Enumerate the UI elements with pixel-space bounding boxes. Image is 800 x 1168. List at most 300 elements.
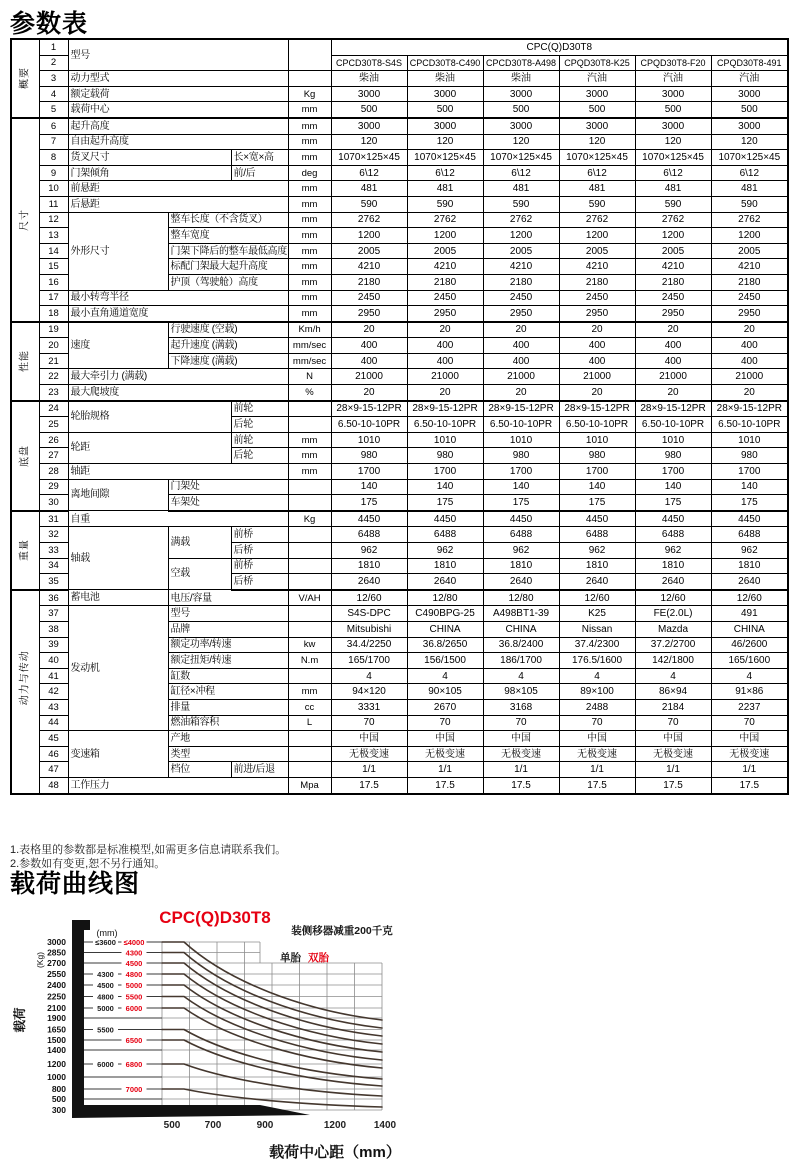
y-tick-label: 2400 (47, 980, 66, 990)
param-label: 自重 (68, 511, 288, 527)
row-number-cell: 11 (39, 196, 68, 212)
value-cell: 2450 (407, 290, 483, 306)
value-cell: 1/1 (711, 762, 788, 778)
x-tick-label: 700 (204, 1120, 222, 1131)
value-cell: 481 (407, 181, 483, 197)
value-cell: 2488 (559, 699, 635, 715)
unit-cell: Kg (288, 86, 331, 102)
value-cell: 3000 (635, 86, 711, 102)
value-cell: 37.4/2300 (559, 637, 635, 653)
value-cell: 400 (407, 338, 483, 354)
value-cell: 无极变速 (483, 746, 559, 762)
value-cell: 2180 (483, 274, 559, 290)
spec-row (11, 590, 788, 606)
value-cell: 70 (711, 715, 788, 731)
value-cell: 3168 (483, 699, 559, 715)
param-label: 轮胎规格 (68, 401, 231, 433)
row-number-cell: 36 (39, 590, 68, 606)
param-label: 前悬距 (68, 181, 288, 197)
spec-row (11, 181, 788, 197)
mast-label-double: 5500 (125, 992, 143, 1002)
value-cell: 20 (559, 322, 635, 338)
value-cell: 28×9-15-12PR (407, 401, 483, 417)
value-cell: 2762 (483, 212, 559, 228)
param-label: 前/后 (231, 165, 288, 181)
value-cell: 6\12 (559, 165, 635, 181)
value-cell: 柴油 (331, 71, 407, 87)
value-cell: 1810 (407, 558, 483, 574)
value-cell: 4 (711, 668, 788, 684)
unit-cell: mm (288, 196, 331, 212)
param-label: 离地间隙 (68, 479, 168, 511)
param-label: 变速箱 (68, 731, 168, 778)
value-cell: 20 (483, 385, 559, 401)
mast-label-double: 6800 (125, 1060, 143, 1069)
value-cell: 3331 (331, 699, 407, 715)
y-tick-label: 1900 (47, 1013, 66, 1023)
load-chart (12, 896, 452, 1168)
param-label: 型号 (68, 39, 288, 71)
value-cell: K25 (559, 606, 635, 622)
value-cell: 175 (407, 495, 483, 511)
value-cell: 2950 (483, 306, 559, 322)
unit-cell: mm (288, 464, 331, 480)
value-cell: 1700 (635, 464, 711, 480)
value-cell: 3000 (407, 86, 483, 102)
value-cell: 962 (331, 543, 407, 559)
param-label: 起升速度 (满载) (168, 338, 288, 354)
value-cell: 21000 (711, 369, 788, 385)
mast-label-single: 4500 (97, 981, 114, 990)
value-cell: 6488 (635, 527, 711, 543)
unit-cell: cc (288, 699, 331, 715)
value-cell: 3000 (711, 118, 788, 134)
value-cell: 980 (331, 448, 407, 464)
value-cell: 980 (559, 448, 635, 464)
value-cell: S4S-DPC (331, 606, 407, 622)
unit-cell: mm/sec (288, 338, 331, 354)
value-cell: 2005 (407, 243, 483, 259)
value-cell: 400 (559, 338, 635, 354)
value-cell: 1810 (559, 558, 635, 574)
param-label: 货叉尺寸 (68, 150, 231, 166)
value-cell: 2180 (559, 274, 635, 290)
unit-cell: mm (288, 181, 331, 197)
value-cell: Mitsubishi (331, 621, 407, 637)
value-cell: CHINA (407, 621, 483, 637)
value-cell: 20 (331, 322, 407, 338)
param-label: 门架处 (168, 479, 288, 495)
param-label: 发动机 (68, 606, 168, 731)
value-cell: 6488 (559, 527, 635, 543)
value-cell: 17.5 (407, 777, 483, 793)
value-cell: 590 (407, 196, 483, 212)
unit-cell: N (288, 369, 331, 385)
unit-cell: mm (288, 118, 331, 134)
value-cell: 2762 (331, 212, 407, 228)
model-name-cell: CPCD30T8-C490 (407, 55, 483, 71)
row-number-cell: 40 (39, 653, 68, 669)
value-cell: 500 (559, 102, 635, 118)
param-label: 空载 (168, 558, 231, 590)
unit-cell: mm (288, 212, 331, 228)
param-label: 前轮 (231, 432, 288, 448)
value-cell: 400 (711, 353, 788, 369)
value-cell: 590 (635, 196, 711, 212)
row-number-cell: 48 (39, 777, 68, 793)
value-cell: 500 (407, 102, 483, 118)
row-number-cell: 14 (39, 243, 68, 259)
value-cell: 2237 (711, 699, 788, 715)
row-number-cell: 46 (39, 746, 68, 762)
y-tick-label: 1400 (47, 1045, 66, 1055)
unit-cell: L (288, 715, 331, 731)
value-cell: 12/60 (559, 590, 635, 606)
unit-cell (288, 527, 331, 543)
row-group-label-text: 重量 (19, 539, 31, 562)
unit-cell: mm (288, 274, 331, 290)
unit-cell (288, 668, 331, 684)
row-number-cell: 3 (39, 71, 68, 87)
mast-label-single: 5000 (97, 1004, 114, 1013)
param-label: 整车长度（不含货叉） (168, 212, 288, 228)
spec-row (11, 118, 788, 134)
value-cell: 3000 (635, 118, 711, 134)
value-cell: 400 (711, 338, 788, 354)
param-label: 最大牵引力 (满载) (68, 369, 288, 385)
value-cell: 70 (483, 715, 559, 731)
unit-cell (288, 621, 331, 637)
value-cell: 2005 (635, 243, 711, 259)
param-label: 缸数 (168, 668, 288, 684)
mast-col-header: (mm) (96, 928, 118, 938)
value-cell: 1700 (559, 464, 635, 480)
value-cell: 4210 (635, 259, 711, 275)
value-cell: 6488 (331, 527, 407, 543)
spec-row (11, 39, 788, 55)
value-cell: 980 (483, 448, 559, 464)
param-label: 轴载 (68, 527, 168, 590)
spec-row (11, 71, 788, 87)
value-cell: 2950 (559, 306, 635, 322)
value-cell: 1070×125×45 (711, 150, 788, 166)
value-cell: 2450 (483, 290, 559, 306)
unit-cell (288, 762, 331, 778)
unit-cell: mm (288, 290, 331, 306)
x-tick-label: 900 (256, 1120, 274, 1131)
legend-single: 单胎 (280, 952, 301, 964)
row-number-cell: 9 (39, 165, 68, 181)
row-number-cell: 43 (39, 699, 68, 715)
mast-label-double: 6500 (125, 1036, 143, 1045)
param-label: 排量 (168, 699, 288, 715)
unit-cell: mm (288, 684, 331, 700)
row-group-label (11, 511, 39, 590)
value-cell: 20 (407, 322, 483, 338)
value-cell: 1700 (483, 464, 559, 480)
value-cell: 4210 (407, 259, 483, 275)
value-cell: 2640 (407, 574, 483, 590)
value-cell: 140 (331, 479, 407, 495)
value-cell: 2450 (711, 290, 788, 306)
unit-cell (288, 479, 331, 495)
value-cell: 2640 (711, 574, 788, 590)
value-cell: 1010 (711, 432, 788, 448)
value-cell: C490BPG-25 (407, 606, 483, 622)
unit-cell: mm/sec (288, 353, 331, 369)
value-cell: 590 (559, 196, 635, 212)
param-label: 长×宽×高 (231, 150, 288, 166)
value-cell: 481 (711, 181, 788, 197)
value-cell: 6488 (407, 527, 483, 543)
value-cell: 6\12 (635, 165, 711, 181)
value-cell: 2005 (559, 243, 635, 259)
value-cell: 2450 (635, 290, 711, 306)
spec-table (10, 38, 789, 795)
value-cell: 无极变速 (711, 746, 788, 762)
param-label: 外形尺寸 (68, 212, 168, 290)
row-group-label-text: 动力与传动 (19, 649, 31, 705)
value-cell: 1010 (331, 432, 407, 448)
value-cell: 20 (711, 322, 788, 338)
value-cell: 12/80 (407, 590, 483, 606)
value-cell: 140 (559, 479, 635, 495)
value-cell: 21000 (407, 369, 483, 385)
y-tick-label: 2850 (47, 947, 66, 958)
value-cell: 70 (407, 715, 483, 731)
param-label: 前进/后退 (231, 762, 288, 778)
value-cell: 140 (635, 479, 711, 495)
value-cell: 汽油 (559, 71, 635, 87)
x-axis-label: 载荷中心距（mm） (269, 1144, 401, 1161)
value-cell: 89×100 (559, 684, 635, 700)
spec-row (11, 102, 788, 118)
y-tick-label: 3000 (47, 937, 66, 947)
chart-section-title: 载荷曲线图 (10, 870, 141, 898)
value-cell: 2640 (559, 574, 635, 590)
value-cell: 6\12 (407, 165, 483, 181)
param-label: 护顶（驾驶舱）高度 (168, 274, 288, 290)
value-cell: 柴油 (407, 71, 483, 87)
value-cell: 98×105 (483, 684, 559, 700)
value-cell: 6\12 (483, 165, 559, 181)
spec-row (11, 290, 788, 306)
unit-cell: mm (288, 259, 331, 275)
value-cell: 4210 (711, 259, 788, 275)
value-cell: 17.5 (559, 777, 635, 793)
value-cell: 500 (635, 102, 711, 118)
spec-row (11, 777, 788, 793)
value-cell: 4210 (559, 259, 635, 275)
value-cell: 70 (331, 715, 407, 731)
value-cell: 46/2600 (711, 637, 788, 653)
param-label: 档位 (168, 762, 231, 778)
param-label: 前轮 (231, 401, 288, 417)
value-cell: 1810 (483, 558, 559, 574)
value-cell: 17.5 (635, 777, 711, 793)
row-group-label (11, 401, 39, 511)
value-cell: 36.8/2400 (483, 637, 559, 653)
value-cell: 20 (635, 322, 711, 338)
row-number-cell: 32 (39, 527, 68, 543)
param-label: 额定载荷 (68, 86, 288, 102)
value-cell: Nissan (559, 621, 635, 637)
value-cell: 400 (635, 353, 711, 369)
param-label: 门架倾角 (68, 165, 231, 181)
value-cell: 2950 (331, 306, 407, 322)
unit-cell (288, 606, 331, 622)
value-cell: 142/1800 (635, 653, 711, 669)
value-cell: 6.50-10-10PR (559, 417, 635, 433)
spec-row (11, 369, 788, 385)
param-label: 下降速度 (满载) (168, 353, 288, 369)
unit-cell (288, 495, 331, 511)
value-cell: 中国 (711, 731, 788, 747)
value-cell: 20 (559, 385, 635, 401)
value-cell: 4 (483, 668, 559, 684)
model-name-cell: CPCD30T8-S4S (331, 55, 407, 71)
value-cell: 1070×125×45 (635, 150, 711, 166)
mast-label-double: ≤4000 (123, 938, 145, 947)
row-number-cell: 26 (39, 432, 68, 448)
row-number-cell: 42 (39, 684, 68, 700)
value-cell: 4210 (331, 259, 407, 275)
model-name-cell: CPQD30T8-F20 (635, 55, 711, 71)
spec-row (11, 432, 788, 448)
chart-note: 装侧移器减重200千克 (291, 925, 393, 937)
row-number-cell: 23 (39, 385, 68, 401)
value-cell: 962 (483, 543, 559, 559)
value-cell: 28×9-15-12PR (635, 401, 711, 417)
unit-cell: Km/h (288, 322, 331, 338)
value-cell: 3000 (559, 118, 635, 134)
param-label: 额定功率/转速 (168, 637, 288, 653)
row-group-label (11, 322, 39, 401)
param-label: 标配门架最大起升高度 (168, 259, 288, 275)
mast-label-double: 6000 (125, 1004, 143, 1013)
spec-row (11, 322, 788, 338)
param-label: 最小直角通道宽度 (68, 306, 288, 322)
spec-row (11, 196, 788, 212)
spec-row (11, 150, 788, 166)
value-cell: 1070×125×45 (559, 150, 635, 166)
value-cell: 140 (711, 479, 788, 495)
value-cell: 481 (483, 181, 559, 197)
value-cell: 34.4/2250 (331, 637, 407, 653)
value-cell: A498BT1-39 (483, 606, 559, 622)
row-number-cell: 31 (39, 511, 68, 527)
value-cell: 4450 (635, 511, 711, 527)
param-label: 轴距 (68, 464, 288, 480)
value-cell: 3000 (331, 118, 407, 134)
value-cell: 2005 (711, 243, 788, 259)
value-cell: 6.50-10-10PR (331, 417, 407, 433)
value-cell: 1200 (711, 228, 788, 244)
value-cell: 90×105 (407, 684, 483, 700)
value-cell: 1700 (711, 464, 788, 480)
unit-cell (288, 401, 331, 417)
y-tick-label: 800 (51, 1084, 66, 1094)
value-cell: 中国 (483, 731, 559, 747)
value-cell: 175 (559, 495, 635, 511)
value-cell: 1070×125×45 (331, 150, 407, 166)
param-label: 行驶速度 (空载) (168, 322, 288, 338)
unit-cell (288, 39, 331, 71)
value-cell: 2180 (407, 274, 483, 290)
row-number-cell: 45 (39, 731, 68, 747)
page-title: 参数表 (10, 10, 89, 38)
value-cell: 2762 (711, 212, 788, 228)
value-cell: 2950 (407, 306, 483, 322)
value-cell: 3000 (483, 86, 559, 102)
value-cell: 1200 (635, 228, 711, 244)
value-cell: 4 (407, 668, 483, 684)
unit-cell: Mpa (288, 777, 331, 793)
value-cell: 12/60 (711, 590, 788, 606)
value-cell: 1810 (711, 558, 788, 574)
param-label: 额定扭矩/转速 (168, 653, 288, 669)
y-tick-label: 2550 (47, 969, 66, 979)
row-number-cell: 15 (39, 259, 68, 275)
value-cell: 1070×125×45 (407, 150, 483, 166)
value-cell: 120 (483, 134, 559, 150)
value-cell: 186/1700 (483, 653, 559, 669)
value-cell: 91×86 (711, 684, 788, 700)
mast-label-single: 5500 (97, 1025, 114, 1035)
value-cell: 20 (635, 385, 711, 401)
spec-row (11, 479, 788, 495)
mast-label-single: 4800 (97, 992, 114, 1002)
row-number-cell: 35 (39, 574, 68, 590)
value-cell: 962 (407, 543, 483, 559)
row-number-cell: 29 (39, 479, 68, 495)
value-cell: 2762 (559, 212, 635, 228)
mast-label-single: ≤3600 (95, 938, 116, 947)
unit-cell: N.m (288, 653, 331, 669)
value-cell: 4450 (407, 511, 483, 527)
param-label: 后桥 (231, 543, 288, 559)
value-cell: 481 (559, 181, 635, 197)
value-cell: 156/1500 (407, 653, 483, 669)
value-cell: 21000 (635, 369, 711, 385)
y-axis-unit: (Kg) (35, 951, 45, 969)
value-cell: 6488 (711, 527, 788, 543)
value-cell: 94×120 (331, 684, 407, 700)
value-cell: 6.50-10-10PR (407, 417, 483, 433)
value-cell: 175 (331, 495, 407, 511)
value-cell: 1200 (559, 228, 635, 244)
unit-cell: deg (288, 165, 331, 181)
row-number-cell: 39 (39, 637, 68, 653)
row-group-label (11, 39, 39, 118)
value-cell: 2640 (331, 574, 407, 590)
value-cell: 980 (407, 448, 483, 464)
value-cell: 6488 (483, 527, 559, 543)
value-cell: 无极变速 (635, 746, 711, 762)
value-cell: 中国 (331, 731, 407, 747)
note-line-2: 2.参数如有变更,恕不另行通知。 (10, 858, 166, 870)
row-number-cell: 30 (39, 495, 68, 511)
value-cell: 12/60 (331, 590, 407, 606)
value-cell: 165/1700 (331, 653, 407, 669)
value-cell: 2670 (407, 699, 483, 715)
param-label: 最小转弯半径 (68, 290, 288, 306)
spec-row (11, 527, 788, 543)
unit-cell: mm (288, 134, 331, 150)
param-label: 燃油箱容积 (168, 715, 288, 731)
param-label: 产地 (168, 731, 288, 747)
row-group-label-text: 性能 (19, 350, 31, 373)
